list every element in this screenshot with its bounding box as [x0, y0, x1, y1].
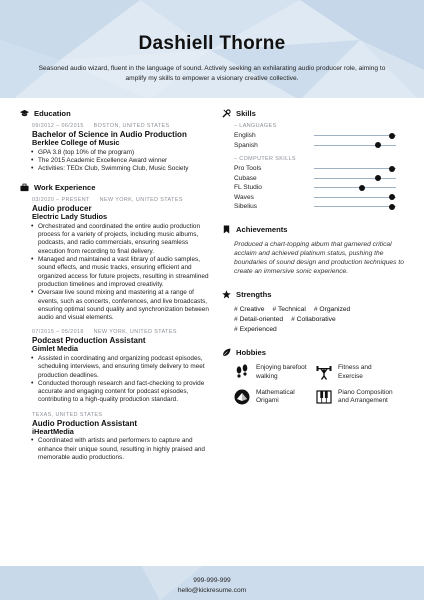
briefcase-icon: [18, 183, 30, 193]
star-icon: [220, 290, 232, 300]
skill-level-bar: [314, 145, 396, 146]
skill-name: Spanish: [234, 141, 258, 149]
education-section: [18, 108, 214, 173]
list-item: • Coordinated with artists and performers to capture and enhance their unique sound, resulting in highly praised and memorable audio productions.: [38, 437, 214, 462]
entry-meta: [18, 329, 214, 336]
hobby-item: [234, 389, 316, 406]
hobby-item: [234, 364, 316, 381]
origami-icon: [234, 389, 250, 405]
job-title: Audio producer: [32, 204, 92, 214]
skill-level-bar: [314, 178, 396, 179]
skill-row: [234, 131, 410, 141]
footprints-icon: [234, 364, 250, 380]
skills-section: [220, 108, 410, 212]
tools-icon: [220, 109, 232, 119]
strength-tags: [220, 305, 390, 335]
right-column: [220, 108, 410, 406]
entry-location: NEW YORK, UNITED STATES: [99, 197, 183, 204]
strength-tag: # Experienced: [234, 326, 277, 334]
list-item: • Oversaw live sound mixing and mastering at a range of events, such as concerts, conferences, and live broadcasts, ensuring optimal sound quality and synchronization between audio and visual elements.: [38, 289, 214, 322]
hobby-item: [316, 389, 398, 406]
skill-name: Pro Tools: [234, 165, 262, 173]
phone-number: 999-999-999: [193, 577, 231, 584]
work-bullets: [18, 437, 214, 462]
skill-level-bar: [314, 206, 396, 207]
skill-name: Waves: [234, 193, 254, 201]
entry-meta: [18, 123, 214, 130]
skill-group-computer: – COMPUTER SKILLS Pro Tools Cubase FL Studio Waves Sibelius: [220, 156, 410, 212]
school-name: Berklee College of Music: [32, 138, 120, 147]
achievement-text: Produced a chart-topping album that garnered critical acclaim and achieved platinum status, pushing the boundaries of sound design and production techniques to create an immersive sonic experience.: [234, 240, 404, 276]
email-address[interactable]: hello@kickresume.com: [177, 586, 247, 594]
strength-tag: # Collaborative: [291, 316, 336, 324]
work-bullets: [18, 223, 214, 323]
entry-location: NEW YORK, UNITED STATES: [93, 329, 177, 336]
strength-tag: # Organized: [313, 306, 351, 314]
weightlifting-icon: [316, 364, 332, 380]
skill-row: [234, 164, 410, 174]
strength-tag: # Detail-oriented: [234, 316, 284, 324]
bookmark-icon: [220, 224, 232, 234]
job-title: Podcast Production Assistant: [32, 336, 146, 346]
list-item: • GPA 3.8 (top 10% of the program): [38, 149, 214, 157]
entry-dates: 07/2015 – 05/2018: [32, 329, 84, 336]
list-item: • Activities: TEDx Club, Swimming Club, Music Society: [38, 165, 214, 173]
education-entry: [18, 123, 214, 173]
hobby-label: Piano Composition and Arrangement: [338, 388, 393, 405]
entry-dates: 09/2012 – 06/2015: [32, 123, 84, 129]
skill-level-dot: [375, 142, 381, 148]
skill-row: [234, 141, 410, 151]
skill-name: FL Studio: [234, 184, 262, 192]
entry-meta: [18, 197, 214, 204]
list-item: • The 2015 Academic Excellence Award winner: [38, 157, 214, 165]
skill-name: English: [234, 132, 256, 140]
hobby-list: [220, 364, 410, 405]
work-entry: [18, 412, 214, 462]
skill-level-dot: [389, 133, 395, 139]
skill-group-label: LANGUAGES: [239, 123, 277, 129]
skill-row: [234, 183, 410, 193]
profile-summary: Seasoned audio wizard, fluent in the language of sound. Actively seeking an exhilarating audio producer role, aiming to amplify my skills to empower a visionary creative collective.: [38, 65, 386, 82]
hobby-label: Enjoying barefoot walking: [256, 364, 307, 380]
left-column: [18, 108, 214, 469]
skill-level-bar: [314, 135, 396, 136]
list-item: • Orchestrated and coordinated the entire audio production process for a variety of projects, including music albums, podcasts, and radio commercials, ensuring seamless execution from recording to final delivery.: [38, 223, 214, 256]
skill-level-bar: [314, 168, 396, 169]
skill-level-bar: [314, 187, 396, 188]
skill-name: Sibelius: [234, 203, 258, 211]
hobbies-section: [220, 347, 410, 405]
skill-row: [234, 202, 410, 212]
hobby-label: Mathematical Origami: [256, 388, 295, 405]
work-bullets: [18, 355, 214, 405]
strength-tag: # Creative: [234, 306, 265, 314]
achievements-section: [220, 224, 410, 277]
contact-footer: [0, 576, 424, 595]
graduation-cap-icon: [18, 109, 30, 119]
piano-icon: [316, 389, 332, 405]
skill-row: [234, 193, 410, 203]
work-entry: [18, 329, 214, 404]
skill-group-languages: – LANGUAGES English Spanish: [220, 123, 410, 150]
work-experience-section: [18, 182, 214, 462]
company-name: Electric Lady Studios: [32, 212, 108, 222]
hobbies-heading: Hobbies: [236, 348, 266, 358]
skill-level-dot: [389, 166, 395, 172]
strengths-heading: Strengths: [236, 290, 272, 300]
entry-location: BOSTON, UNITED STATES: [93, 123, 170, 129]
strength-tag: # Technical: [272, 306, 306, 314]
hobby-label: Fitness and Exercise: [338, 364, 372, 380]
skill-level-dot: [359, 185, 365, 191]
skill-level-bar: [314, 197, 396, 198]
resume-header: [0, 0, 424, 98]
achievements-heading: Achievements: [236, 224, 288, 234]
skill-level-dot: [389, 194, 395, 200]
hobby-item: [316, 364, 398, 381]
strengths-section: [220, 289, 410, 335]
candidate-name: Dashiell Thorne: [138, 33, 286, 54]
skill-level-dot: [389, 204, 395, 210]
list-item: • Assisted in coordinating and organizing podcast episodes, scheduling interviews, and ensuring timely delivery to meet production deadlines.: [38, 355, 214, 380]
work-entry: [18, 197, 214, 322]
skill-group-label: COMPUTER SKILLS: [239, 156, 296, 162]
skill-row: [234, 174, 410, 184]
skill-level-dot: [375, 175, 381, 181]
leaf-icon: [220, 348, 232, 358]
skill-name: Cubase: [234, 174, 257, 182]
company-name: Gimlet Media: [32, 344, 78, 354]
entry-meta: [18, 412, 214, 419]
education-bullets: [18, 149, 214, 174]
education-heading: Education: [34, 109, 71, 118]
list-item: • Managed and maintained a vast library of audio samples, sound effects, and music tracks, ensuring efficient and organized access for future projects, resulting in streamlined production timelines and improved creativity.: [38, 256, 214, 289]
list-item: • Conducted thorough research and fact-checking to provide accurate and engaging content for podcast episodes, contributing to a high-quality production standard.: [38, 380, 214, 405]
company-name: iHeartMedia: [32, 426, 74, 436]
work-heading: Work Experience: [34, 183, 96, 193]
job-title: Audio Production Assistant: [32, 418, 138, 428]
entry-dates: 03/2020 – PRESENT: [32, 197, 90, 204]
skills-heading: Skills: [236, 109, 256, 118]
degree-title: Bachelor of Science in Audio Production: [32, 130, 187, 139]
entry-location: TEXAS, UNITED STATES: [32, 411, 103, 418]
